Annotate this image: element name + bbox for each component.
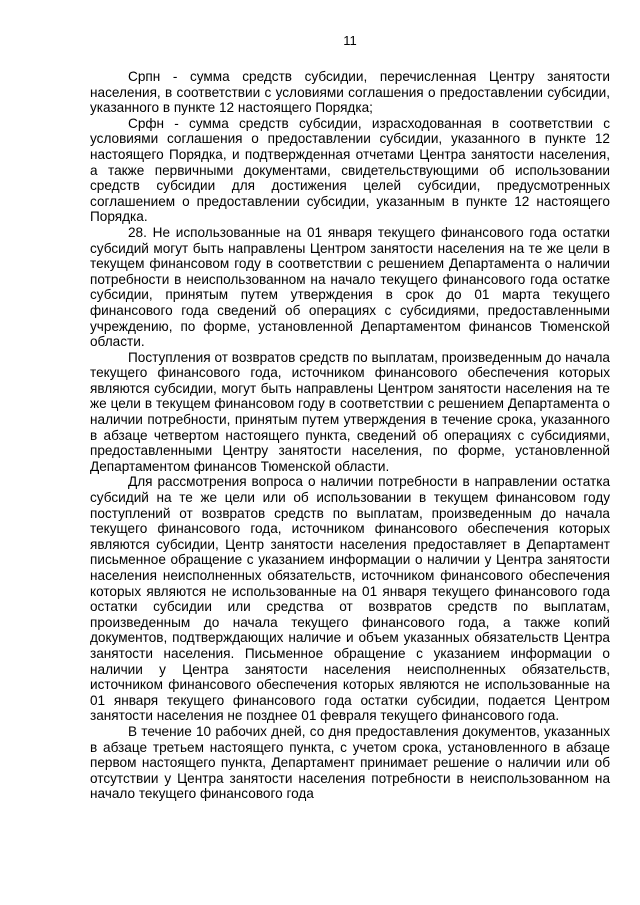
paragraph-decision-term: В течение 10 рабочих дней, со дня предоставления документов, указанных в абзаце третьем настоящего пункта, с учетом срока, установленного в абзаце первом настоящего пункта, Департамент принимает решение о наличии или об отсутствии у Центра занятости населения потребности в неиспользованном на начало текущего финансового года [90,723,610,802]
paragraph-refund-receipts: Поступления от возвратов средств по выплатам, произведенным до начала текущего финансового года, источником финансового обеспечения которых являются субсидии, могут быть направлены Центром занятости населения на те же цели в текущем финансовом году в соответствии с решением Департамента о наличии потребности, принятым путем утверждения в течение срока, указанного в абзаце четвертом настоящего пункта, сведений об операциях с субсидиями, предоставленными Центру занятости населения, по форме, установленной Департаментом финансов Тюменской области. [90,349,610,474]
paragraph-srpn-definition: Српн - сумма средств субсидии, перечисленная Центру занятости населения, в соответствии с условиями соглашения о предоставлении субсидии, указанного в пункте 12 настоящего Порядка; [90,69,610,116]
page-number: 11 [343,33,357,48]
paragraph-srfn-definition: Срфн - сумма средств субсидии, израсходованная в соответствии с условиями соглашения о предоставлении субсидии, указанного в пункте 12 настоящего Порядка, и подтвержденная отчетами Центра занятости населения, а также первичными документами, свидетельствующими об использовании средств субсидии для достижения целей субсидии, предусмотренных соглашением о предоставлении субсидии, указанным в пункте 12 настоящего Порядка. [90,115,610,225]
paragraph-point-28: 28. Не использованные на 01 января текущего финансового года остатки субсидий могут быть направлены Центром занятости населения на те же цели в текущем финансовом году в соответствии с решением Департамента о наличии потребности в неиспользованном на начало текущего финансового года остатке субсидии, принятым путем утверждения в срок до 01 марта текущего финансового года сведений об операциях с субсидиями, предоставленными учреждению, по форме, установленной Департаментом финансов Тюменской области. [90,224,610,350]
paragraph-review-request: Для рассмотрения вопроса о наличии потребности в направлении остатка субсидий на те же цели или об использовании в текущем финансовом году поступлений от возвратов средств по выплатам, произведенным до начала текущего финансового года, источником финансового обеспечения которых являются субсидии, Центр занятости населения предоставляет в Департамент письменное обращение с указанием информации о наличии у Центра занятости населения неисполненных обязательств, источником финансового обеспечения которых являются не использованные на 01 января текущего финансового года остатки субсидии или средства от возвратов средств по выплатам, произведенным до начала текущего финансового года, а также копий документов, подтверждающих наличие и объем указанных обязательств Центра занятости населения. Письменное обращение с указанием информации о наличии у Центра занятости населения неисполненных обязательств, источником финансового обеспечения которых являются не использованные на 01 января текущего финансового года остатки субсидии, подается Центром занятости населения не позднее 01 февраля текущего финансового года. [90,474,610,724]
